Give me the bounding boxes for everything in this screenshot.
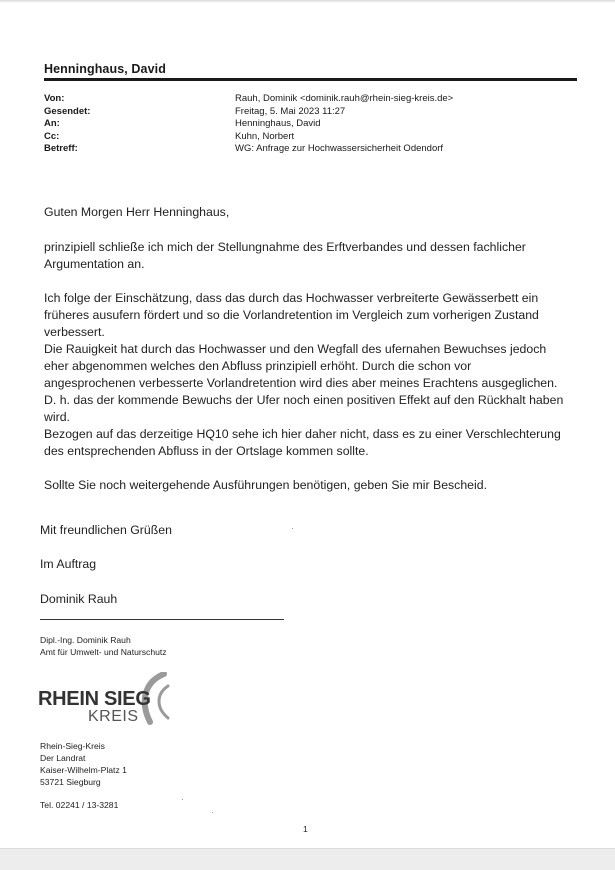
scan-speck <box>292 528 293 529</box>
signature-department: Amt für Umwelt- und Naturschutz <box>40 646 167 657</box>
email-sender-name: Henninghaus, David <box>44 62 166 76</box>
page-edge-shadow <box>0 0 615 3</box>
body-line: Die Rauigkeit hat durch das Hochwasser und den Wegfall des ufernahen Bewuchses jedoch <box>44 342 547 356</box>
body-line: angesprochenen verbesserte Vorlandretention wird dies aber meines Erachtens ausgeglichen. <box>44 376 558 390</box>
body-line: Argumentation an. <box>44 257 145 271</box>
body-line: des entsprechenden Abfluss in der Ortslage kommen sollte. <box>44 444 369 458</box>
email-header-fields <box>44 93 584 156</box>
page-number: 1 <box>303 824 308 834</box>
address-line: Kaiser-Wilhelm-Platz 1 <box>40 765 127 775</box>
body-line: verbessert. <box>44 325 105 339</box>
address-line: Der Landrat <box>40 753 86 763</box>
scan-speck <box>212 812 213 813</box>
meta-row-from <box>44 93 584 106</box>
scan-speck <box>182 799 183 800</box>
paragraph-2 <box>44 290 584 460</box>
meta-label: Betreff: <box>44 143 78 154</box>
closing-name: Dominik Rauh <box>40 592 118 606</box>
rhein-sieg-kreis-logo <box>38 672 178 732</box>
body-line: D. h. das der kommende Bewuchs der Ufer noch einen positiven Effekt auf den Rückhalt haben <box>44 393 564 407</box>
greeting: Guten Morgen Herr Henninghaus, <box>44 205 230 219</box>
logo-line-1: RHEIN SIEG <box>38 688 151 710</box>
meta-value: Freitag, 5. Mai 2023 11:27 <box>235 105 346 117</box>
address-line: Rhein-Sieg-Kreis <box>40 741 105 751</box>
telephone: Tel. 02241 / 13-3281 <box>40 800 119 810</box>
meta-row-cc <box>44 131 584 144</box>
address-line: 53721 Siegburg <box>40 777 101 787</box>
body-line: wird. <box>44 410 70 424</box>
signature-divider <box>40 619 284 620</box>
signature-title-name: Dipl.-Ing. Dominik Rauh <box>40 635 131 645</box>
logo-line-2: KREIS <box>88 708 139 725</box>
signature-block <box>40 635 167 658</box>
meta-value: Henninghaus, David <box>235 118 321 129</box>
meta-label: An: <box>44 118 60 129</box>
meta-label: Gesendet: <box>44 105 91 117</box>
paragraph-3: Sollte Sie noch weitergehende Ausführungen benötigen, geben Sie mir Bescheid. <box>44 478 487 492</box>
closing-on-behalf: Im Auftrag <box>40 557 97 571</box>
header-divider <box>44 78 577 81</box>
body-line: prinzipiell schließe ich mich der Stellungnahme des Erftverbandes und dessen fachlicher <box>44 240 526 254</box>
meta-value: Rauh, Dominik <dominik.rauh@rhein-sieg-kreis.de> <box>235 93 454 104</box>
paragraph-1 <box>44 239 584 273</box>
closing-regards: Mit freundlichen Grüßen <box>40 523 172 537</box>
meta-label: Von: <box>44 93 65 104</box>
meta-row-to <box>44 118 584 131</box>
body-line: früheres ausufern fördert und so die Vorlandretention im Vergleich zum vorherigen Zustand <box>44 308 539 322</box>
body-line: Ich folge der Einschätzung, dass das durch das Hochwasser verbreiterte Gewässerbett ein <box>44 291 539 305</box>
meta-value: Kuhn, Norbert <box>235 130 295 142</box>
body-line: eher abgenommen welches den Abfluss prinzipiell erhöht. Durch die schon vor <box>44 359 472 373</box>
viewer-bottom-bar <box>0 848 615 870</box>
meta-label: Cc: <box>44 130 60 142</box>
meta-value: WG: Anfrage zur Hochwassersicherheit Odendorf <box>235 143 444 154</box>
meta-row-sent <box>44 106 584 119</box>
address-block <box>40 740 127 788</box>
meta-row-subject <box>44 143 584 156</box>
email-body <box>44 204 584 494</box>
body-line: Bezogen auf das derzeitige HQ10 sehe ich hier daher nicht, dass es zu einer Verschlechterung <box>44 427 561 441</box>
